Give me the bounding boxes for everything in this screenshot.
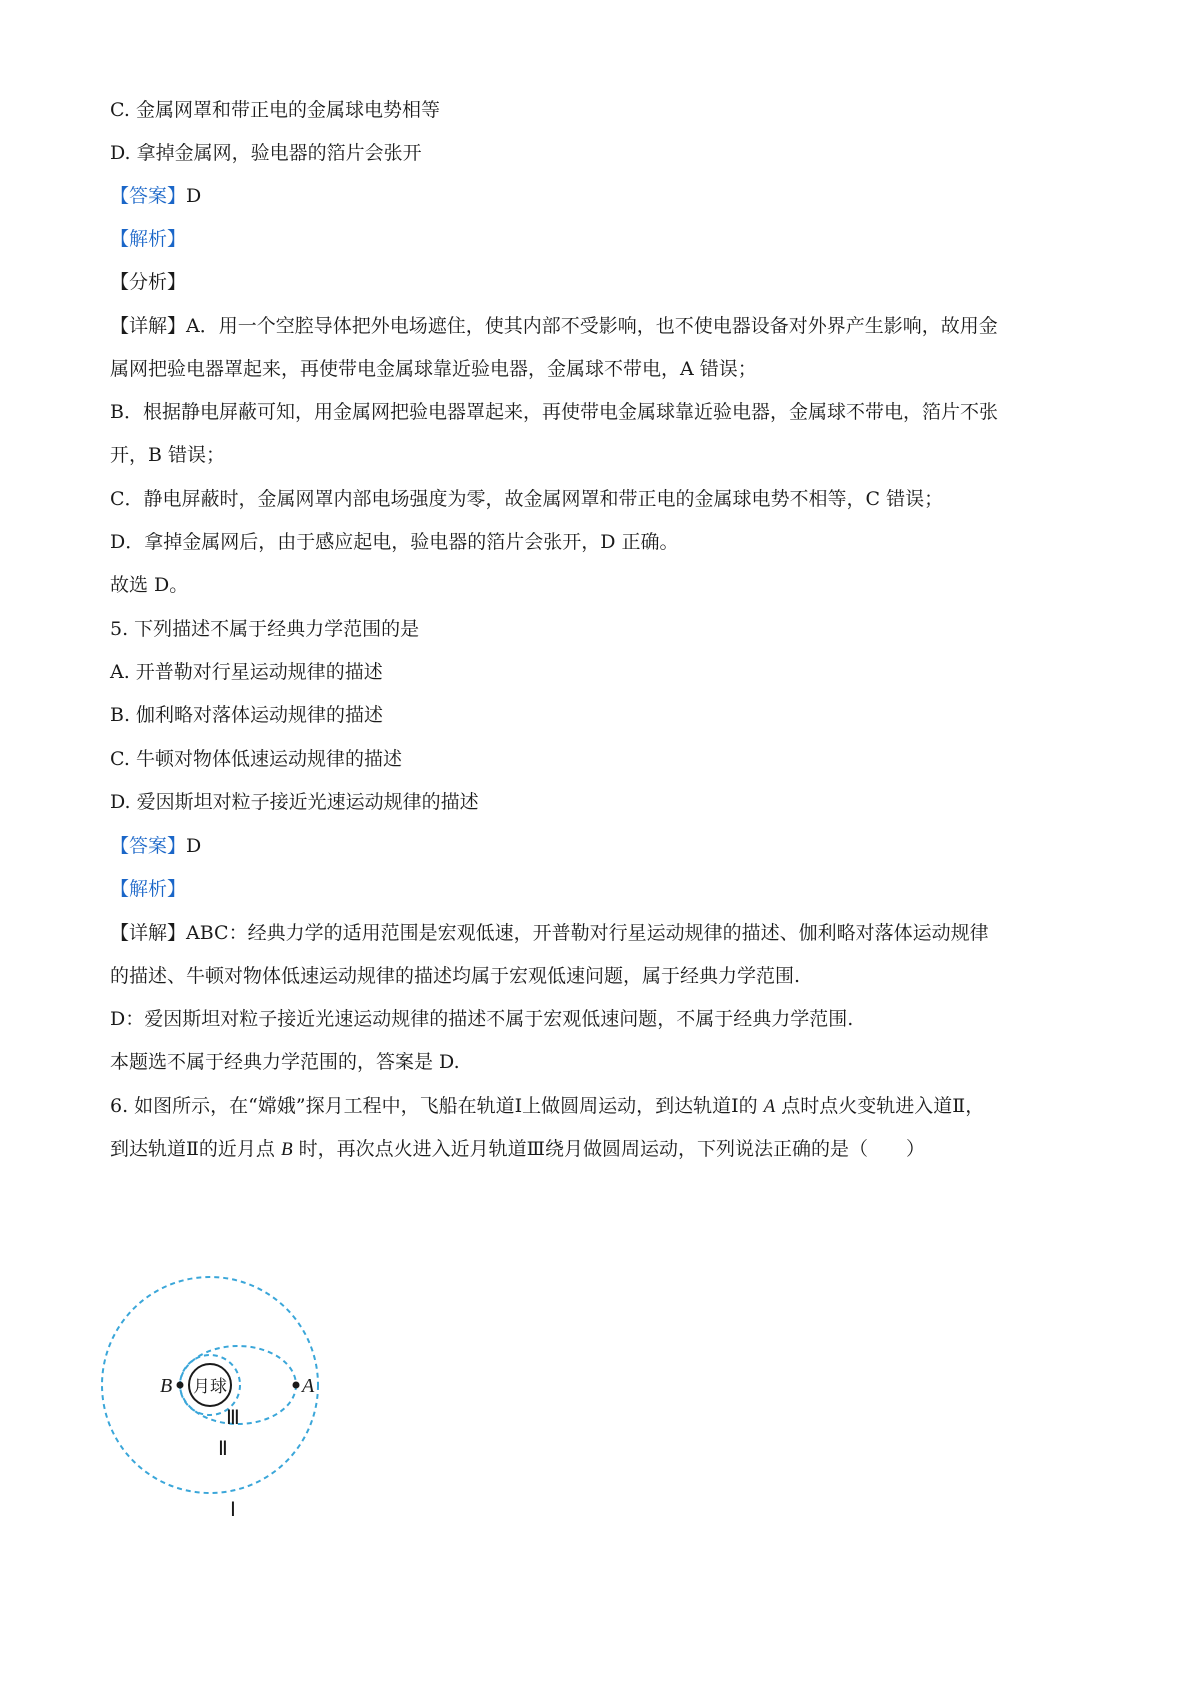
q5-answer-line [110,833,201,859]
q4-detail-line: C．静电屏蔽时，金属网罩内部电场强度为零，故金属网罩和带正电的金属球电势不相等，C 错误； [110,488,944,510]
q4-conclusion: 故选 D。 [110,574,189,596]
q4-answer-line [110,183,201,209]
answer-value: D [186,835,202,857]
point-b-label: B [160,1375,173,1397]
q6-stem-text: 点时点火变轨进入道Ⅱ， [775,1095,985,1117]
q5-detail-line: 的描述、牛顿对物体低速运动规律的描述均属于宏观低速问题，属于经典力学范围. [110,965,801,987]
q5-option-c: C. 牛顿对物体低速运动规律的描述 [110,748,402,770]
point-a-dot [293,1382,300,1389]
q4-fenxi-tag: 【分析】 [110,271,187,293]
q4-option-d: D. 拿掉金属网，验电器的箔片会张开 [110,142,422,164]
orbit-1-label: Ⅰ [230,1499,236,1521]
point-b-dot [177,1382,184,1389]
q6-stem-text: 6. 如图所示，在“嫦娥”探月工程中，飞船在轨道Ⅰ上做圆周运动，到达轨道Ⅰ的 [110,1095,764,1117]
q4-analysis-tag: 【解析】 [110,228,187,250]
q5-detail-line: 【详解】ABC：经典力学的适用范围是宏观低速，开普勒对行星运动规律的描述、伽利略对落体运动规律 [110,922,989,944]
orbit-diagram [100,1275,340,1535]
q5-option-d: D. 爱因斯坦对粒子接近光速运动规律的描述 [110,791,479,813]
q5-analysis-tag: 【解析】 [110,878,187,900]
q4-detail-line: B．根据静电屏蔽可知，用金属网把验电器罩起来，再使带电金属球靠近验电器，金属球不带电，箔片不张 [110,401,998,423]
q4-detail-line: 属网把验电器罩起来，再使带电金属球靠近验电器，金属球不带电，A 错误； [110,358,757,380]
q5-stem: 5. 下列描述不属于经典力学范围的是 [110,618,420,640]
point-b-ref: B [280,1139,293,1160]
q5-conclusion: 本题选不属于经典力学范围的，答案是 D. [110,1051,460,1073]
q5-option-a: A. 开普勒对行星运动规律的描述 [110,661,383,683]
answer-tag: 【答案】 [110,835,187,857]
q6-stem-text: 时，再次点火进入近月轨道Ⅲ绕月做圆周运动，下列说法正确的是（ ） [292,1138,925,1160]
point-a-label: A [302,1375,315,1397]
q6-stem-line-1 [110,1093,984,1120]
q4-detail-line: D．拿掉金属网后，由于感应起电，验电器的箔片会张开，D 正确。 [110,531,679,553]
q5-option-b: B. 伽利略对落体运动规律的描述 [110,704,384,726]
orbit-2-label: Ⅱ [218,1438,228,1460]
q4-detail-line: 【详解】A．用一个空腔导体把外电场遮住，使其内部不受影响，也不使电器设备对外界产生影响，故用金 [110,315,998,337]
moon-label: 月球 [193,1377,227,1396]
q6-stem-line-2 [110,1136,925,1163]
orbit-3-label: Ⅲ [226,1407,240,1429]
q4-option-c: C. 金属网罩和带正电的金属球电势相等 [110,99,440,121]
q4-detail-line: 开，B 错误； [110,444,226,466]
q5-detail-line: D：爱因斯坦对粒子接近光速运动规律的描述不属于宏观低速问题，不属于经典力学范围. [110,1008,854,1030]
point-a-ref: A [763,1096,776,1117]
answer-value: D [186,185,202,207]
q6-stem-text: 到达轨道Ⅱ的近月点 [110,1138,281,1160]
answer-tag: 【答案】 [110,185,187,207]
